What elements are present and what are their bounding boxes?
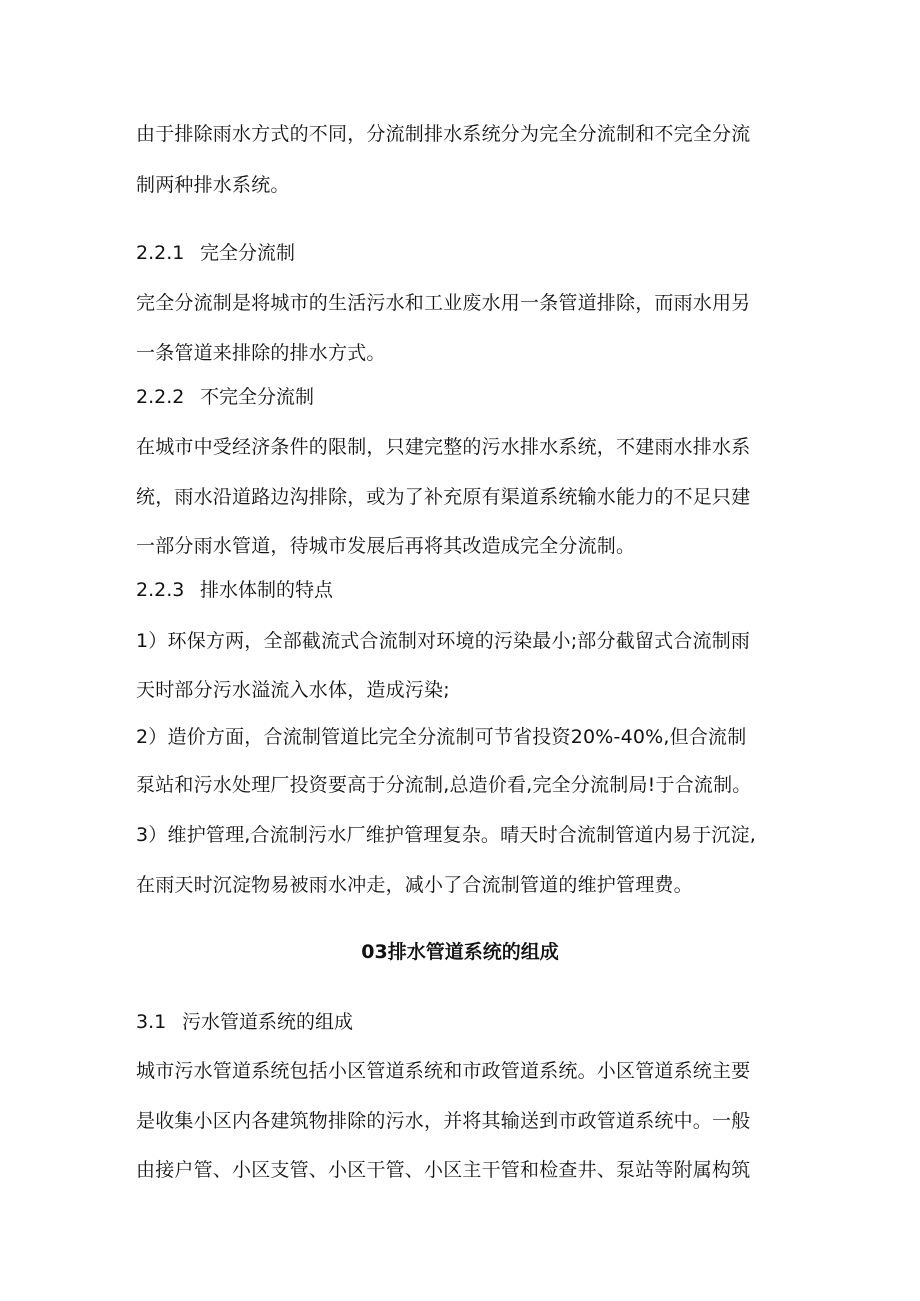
paragraph-line: 城市污水管道系统包括小区管道系统和市政管道系统。小区管道系统主要	[136, 1060, 751, 1082]
section-heading-3-1	[136, 1009, 353, 1035]
section-title: 完全分流制	[200, 242, 296, 264]
paragraph-line: 一条管道来排除的排水方式。	[136, 342, 386, 364]
paragraph-line: 天时部分污水溢流入水体，造成污染;	[136, 679, 450, 701]
section-number: 2.2.1	[136, 242, 185, 264]
paragraph-line: 制两种排水系统。	[136, 174, 290, 196]
section-number: 2.2.3	[136, 579, 185, 601]
paragraph-line: 在城市中受经济条件的限制，只建完整的污水排水系统，不建雨水排水系	[136, 436, 751, 458]
paragraph-line: 由于排除雨水方式的不同，分流制排水系统分为完全分流制和不完全分流	[136, 123, 751, 145]
paragraph-line: 3）维护管理,合流制污水厂维护管理复杂。晴天时合流制管道内易于沉淀,	[136, 824, 756, 846]
chapter-title: 03排水管道系统的组成	[361, 941, 559, 963]
paragraph-line: 完全分流制是将城市的生活污水和工业废水用一条管道排除，而雨水用另	[136, 292, 751, 314]
section-number: 2.2.2	[136, 386, 185, 408]
section-title: 排水体制的特点	[200, 579, 334, 601]
section-number: 3.1	[136, 1011, 167, 1033]
paragraph-line: 一部分雨水管道，待城市发展后再将其改造成完全分流制。	[136, 535, 636, 557]
paragraph-line: 2）造价方面，合流制管道比完全分流制可节省投资20%-40%,但合流制	[136, 726, 747, 748]
paragraph-line: 统，雨水沿道路边沟排除，或为了补充原有渠道系统输水能力的不足只建	[136, 486, 751, 508]
paragraph-line: 泵站和污水处理厂投资要高于分流制,总造价看,完全分流制局!于合流制。	[136, 774, 752, 796]
paragraph-line: 1）环保方两，全部截流式合流制对环境的污染最小;部分截留式合流制雨	[136, 630, 751, 652]
section-title: 污水管道系统的组成	[182, 1011, 354, 1033]
section-heading-2-2-1	[136, 240, 295, 266]
paragraph-line: 是收集小区内各建筑物排除的污水，并将其输送到市政管道系统中。一般	[136, 1110, 751, 1132]
paragraph-line: 由接户管、小区支管、小区干管、小区主干管和检查井、泵站等附属构筑	[136, 1159, 751, 1181]
section-title: 不完全分流制	[200, 386, 315, 408]
section-heading-2-2-3	[136, 577, 333, 603]
section-heading-2-2-2	[136, 384, 314, 410]
paragraph-line: 在雨天时沉淀物易被雨水冲走，减小了合流制管道的维护管理费。	[136, 874, 693, 896]
